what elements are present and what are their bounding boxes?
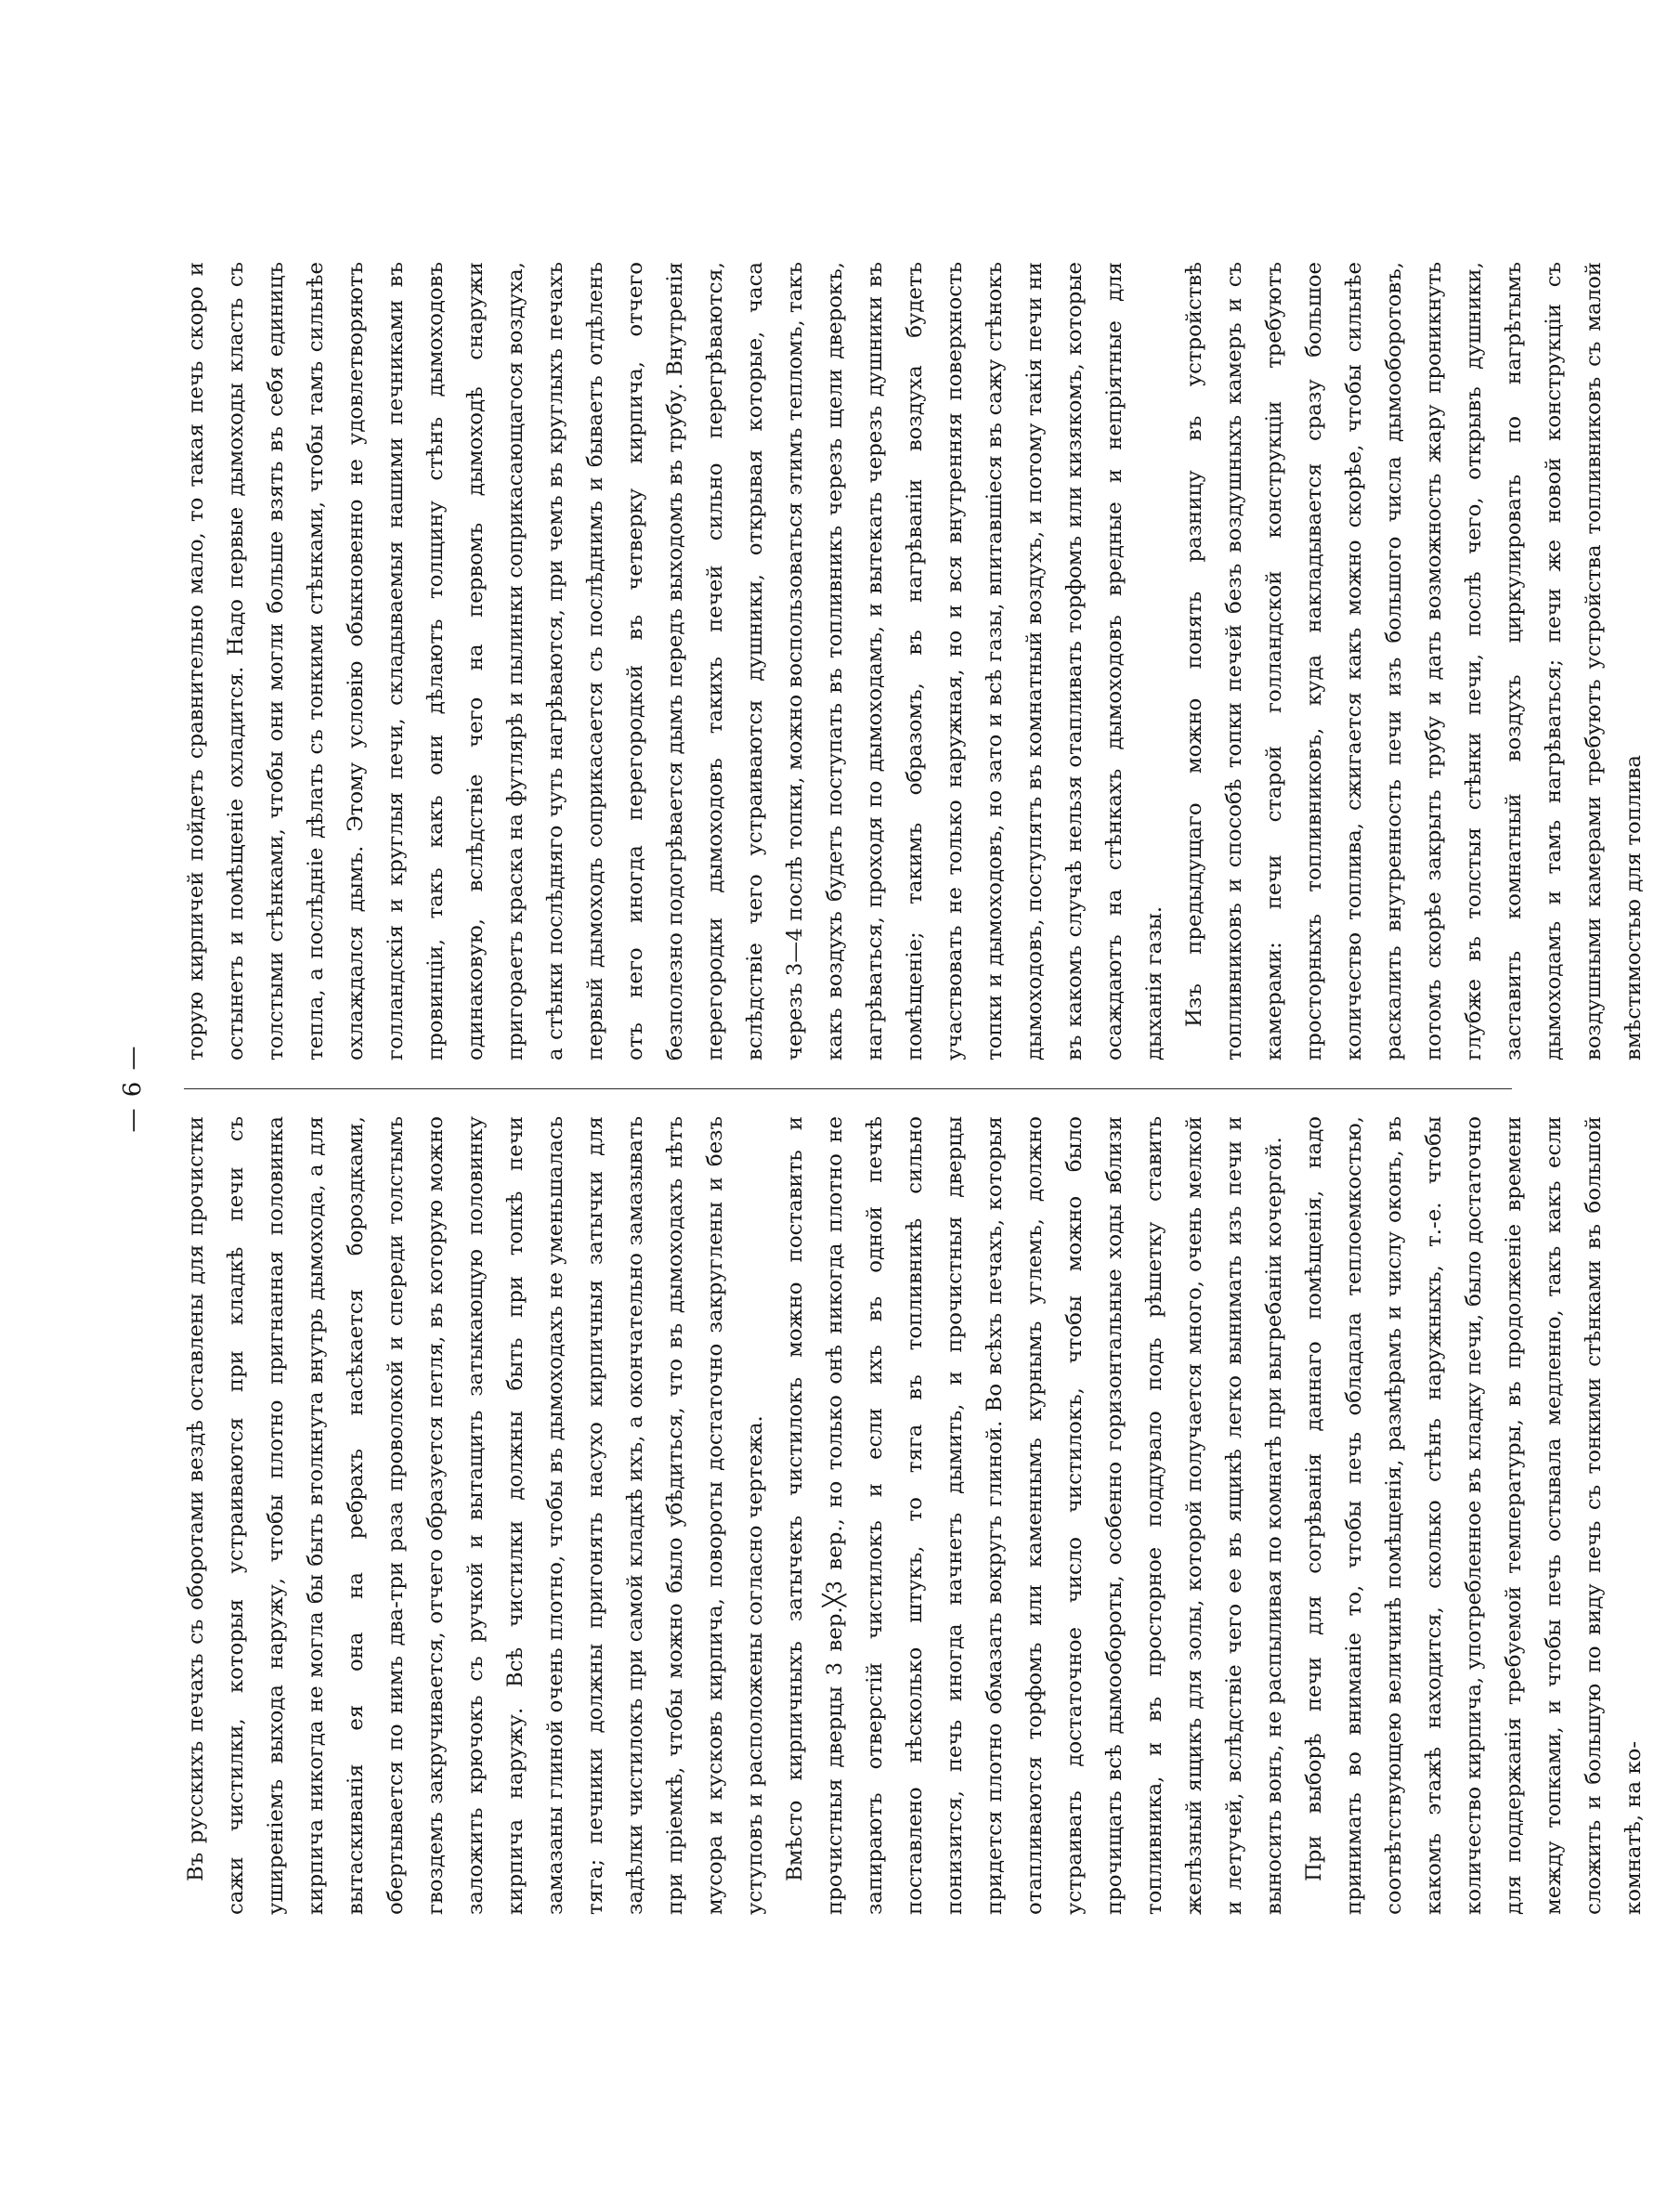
- page-body: [111, 262, 1646, 1915]
- right-text-column: [176, 262, 1646, 1060]
- right-paragraph-1: торую кирпичей пойдетъ сравнительно мало, то такая печь скоро и остынетъ и помѣщеніе охладится. Надо первые дымоходы класть съ толстыми стѣнками, чтобы они могли больше взять въ себя единицъ тепла, а послѣдніе дѣлать съ тонкими стѣнками, чтобы тамъ сильнѣе охлаждался дымъ. Этому условію обыкновенно не удовлетворяютъ голландскія и круглыя печи, складываемыя нашими печниками въ провинціи, такъ какъ они дѣлаютъ толщину стѣнъ дымоходовъ одинаковую, вслѣдствіе чего на первомъ дымоходѣ снаружи пригораетъ краска на футлярѣ и пылинки соприкасающагося воздуха, а стѣнки послѣдняго чуть нагрѣваются, при чемъ въ круглыхъ печахъ первый дымоходъ соприкасается съ послѣднимъ и бываетъ отдѣленъ отъ него иногда перегородкой въ четверку кирпича, отчего безполезно подогрѣвается дымъ передъ выходомъ въ трубу. Внутренія перегородки дымоходовъ такихъ печей сильно перегрѣваются, вслѣдствіе чего устраиваются душники, открывая которые, часа черезъ 3—4 послѣ топки, можно воспользоваться этимъ тепломъ, такъ какъ воздухъ будетъ поступать въ топливникъ черезъ щели дверокъ, нагрѣваться, проходя по дымоходамъ, и вытекать черезъ душники въ помѣщеніе; такимъ образомъ, въ нагрѣваніи воздуха будетъ участвовать не только наружная, но и вся внутренняя поверхность топки и дымоходовъ, но зато и всѣ газы, впитавшіеся въ сажу стѣнокъ дымоходовъ, поступятъ въ комнатный воздухъ, и потому такія печи ни въ какомъ случаѣ нельзя отапливать торфомъ или кизякомъ, которые осаждаютъ на стѣнкахъ дымоходовъ вредные и непріятные для дыханія газы.: [184, 262, 1166, 1060]
- column-divider: [184, 1088, 1512, 1089]
- right-paragraph-2: Изъ предыдущаго можно понять разницу въ устройствѣ топливниковъ и способѣ топки печей безъ воздушныхъ камеръ и съ камерами: печи старой голландской конструкціи требуютъ просторныхъ топливниковъ, куда накладывается сразу большое количество топлива, сжигается какъ можно скорѣе, чтобы сильнѣе раскалить внутренность печи изъ большого числа дымооборотовъ, потомъ скорѣе закрыть трубу и дать возможность жару проникнуть глубже въ толстыя стѣнки печи, послѣ чего, открывъ душники, заставить комнатный воздухъ циркулировать по нагрѣтымъ дымоходамъ и тамъ нагрѣваться; печи же новой конструкціи съ воздушными камерами требуютъ устройства топливниковъ съ малой вмѣстимостью для топлива: [1182, 262, 1646, 1060]
- left-paragraph-1: Въ русскихъ печахъ съ оборотами вездѣ оставлены для прочистки сажи чистилки, которыя устраиваются при кладкѣ печи съ уширеніемъ выхода наружу, чтобы плотно пригнанная половинка кирпича никогда не могла бы быть втолкнута внутрь дымохода, а для вытаскиванія ея она на ребрахъ насѣкается бороздками, обертывается по нимъ два-три раза проволокой и спереди толстымъ гвоздемъ закручивается, отчего образуется петля, въ которую можно заложить крючокъ съ ручкой и вытащить затыкающую половинку кирпича наружу. Всѣ чистилки должны быть при топкѣ печи замазаны глиной очень плотно, чтобы въ дымоходахъ не уменьшалась тяга; печники должны пригонять насухо кирпичныя затычки для задѣлки чистилокъ при самой кладкѣ ихъ, а окончательно замазывать при пріемкѣ, чтобы можно было убѣдиться, что въ дымоходахъ нѣтъ мусора и кусковъ кирпича, повороты достаточно закруглены и безъ уступовъ и расположены согласно чертежа.: [184, 1116, 767, 1915]
- left-paragraph-2: Вмѣсто кирпичныхъ затычекъ чистилокъ можно поставить и прочистныя дверцы 3 вер.╳3 вер., но только онѣ никогда плотно не запираютъ отверстій чистилокъ и если ихъ въ одной печкѣ поставлено нѣсколько штукъ, то тяга въ топливникѣ сильно понизится, печь иногда начнетъ дымить, и прочистныя дверцы придется плотно обмазать вокругъ глиной. Во всѣхъ печахъ, которыя отапливаются торфомъ или каменнымъ курнымъ углемъ, должно устраивать достаточное число чистилокъ, чтобы можно было прочищать всѣ дымообороты, особенно горизонтальные ходы вблизи топливника, и въ просторное поддувало подъ рѣшетку ставить желѣзный ящикъ для золы, которой получается много, очень мелкой и летучей, вслѣдствіе чего ее въ ящикѣ легко вынимать изъ печи и выносить вонъ, не распыливая по комнатѣ при выгребаніи кочергой.: [783, 1116, 1286, 1915]
- left-text-column: [176, 1116, 1646, 1915]
- page-number: — 6 —: [119, 1044, 147, 1133]
- left-paragraph-3: При выборѣ печи для согрѣванія даннаго помѣщенія, надо принимать во вниманіе то, чтобы печь обладала теплоемкостью, соотвѣтствующею величинѣ помѣщенія, размѣрамъ и числу оконъ, въ какомъ этажѣ находится, сколько стѣнъ наружныхъ, т.-е. чтобы количество кирпича, употребленное въ кладку печи, было достаточно для поддержанія требуемой температуры, въ продолженіе времени между топками, и чтобы печь остывала медленно, такъ какъ если сложить и большую по виду печь съ тонкими стѣнками въ большой комнатѣ, на ко-: [1302, 1116, 1646, 1915]
